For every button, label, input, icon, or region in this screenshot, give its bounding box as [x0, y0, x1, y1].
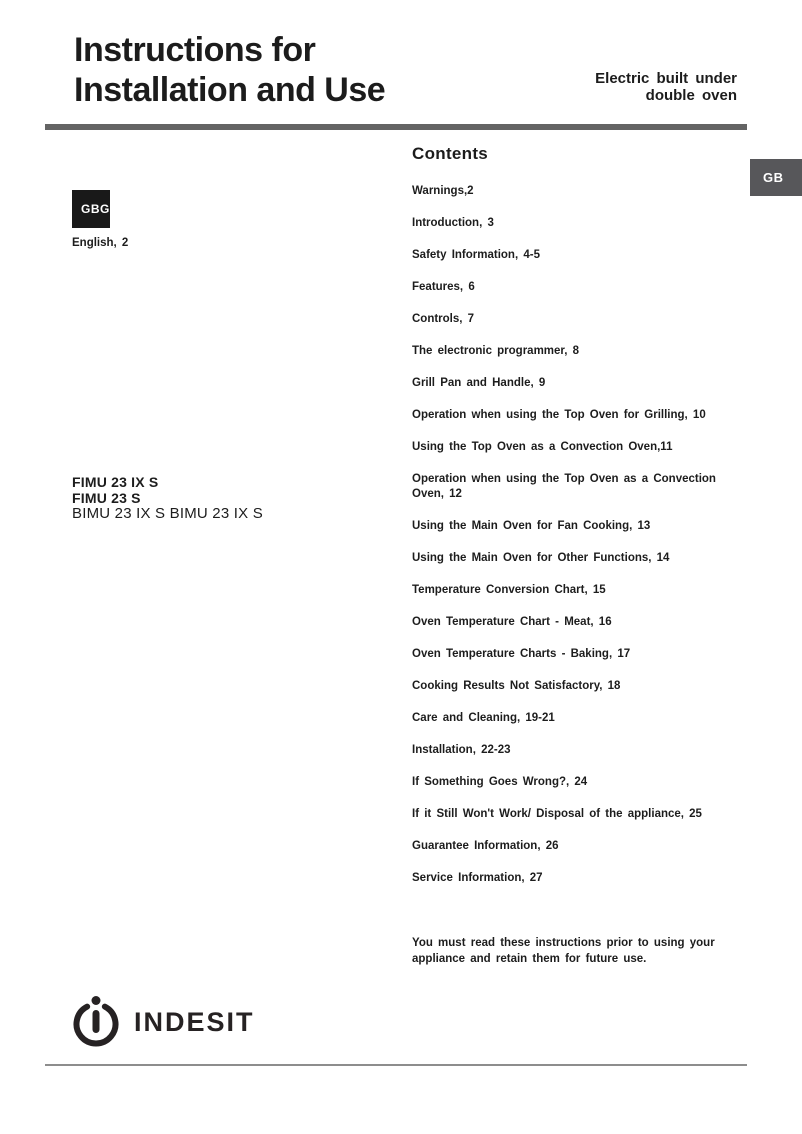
toc-item-something-goes-wrong: If Something Goes Wrong?, 24	[412, 776, 588, 788]
contents-heading: Contents	[412, 144, 489, 163]
toc-item-main-oven-fan-cooking: Using the Main Oven for Fan Cooking, 13	[412, 520, 651, 532]
header-divider	[45, 124, 747, 130]
toc-item-care-and-cleaning: Care and Cleaning, 19-21	[412, 712, 555, 724]
model-number-3: BIMU 23 IX S BIMU 23 IX S	[72, 505, 263, 522]
read-instructions-note: You must read these instructions prior to using your appliance and retain them for future use.	[412, 937, 715, 965]
toc-item-temperature-chart-meat: Oven Temperature Chart - Meat, 16	[412, 616, 612, 628]
toc-item-features: Features, 6	[412, 281, 475, 293]
gb-country-tab	[750, 159, 802, 196]
gb-country-tab-label: GB	[763, 170, 784, 185]
language-flag-box	[72, 190, 110, 228]
toc-item-temperature-conversion: Temperature Conversion Chart, 15	[412, 584, 606, 596]
toc-item-safety-information: Safety Information, 4-5	[412, 249, 540, 261]
toc-item-grill-pan: Grill Pan and Handle, 9	[412, 377, 546, 389]
toc-item-warnings: Warnings,2	[412, 185, 474, 197]
page-title-line2: Installation and Use	[74, 71, 386, 109]
toc-item-introduction: Introduction, 3	[412, 217, 494, 229]
model-numbers	[72, 475, 263, 522]
toc-item-still-wont-work: If it Still Won't Work/ Disposal of the appliance, 25	[412, 808, 702, 820]
language-label: English, 2	[72, 237, 129, 249]
page-title-line1: Instructions for	[74, 31, 316, 69]
toc-item-controls: Controls, 7	[412, 313, 475, 325]
appliance-type-label	[595, 71, 737, 104]
toc-item-top-oven-convection: Using the Top Oven as a Convection Oven,11	[412, 441, 673, 453]
toc-item-top-oven-grilling: Operation when using the Top Oven for Grilling, 10	[412, 409, 706, 421]
model-number-1: FIMU 23 IX S	[72, 474, 159, 490]
toc-item-main-oven-other-functions: Using the Main Oven for Other Functions, 14	[412, 552, 670, 564]
footer-divider	[45, 1064, 747, 1066]
indesit-logo-text: INDESIT	[134, 1006, 255, 1037]
toc-item-installation: Installation, 22-23	[412, 744, 511, 756]
contents-section	[412, 144, 736, 967]
language-flag-label: GBG	[81, 202, 110, 216]
appliance-type-line2: double oven	[645, 86, 737, 104]
page-title	[74, 30, 385, 110]
toc-item-guarantee-information: Guarantee Information, 26	[412, 840, 559, 852]
appliance-type-line1: Electric built under	[595, 70, 737, 87]
toc-item-top-oven-convection-operation: Operation when using the Top Oven as a Convection Oven, 12	[412, 473, 716, 500]
toc-item-temperature-charts-baking: Oven Temperature Charts - Baking, 17	[412, 648, 631, 660]
indesit-logo-icon	[70, 995, 122, 1047]
toc-item-electronic-programmer: The electronic programmer, 8	[412, 345, 580, 357]
toc-item-cooking-results: Cooking Results Not Satisfactory, 18	[412, 680, 621, 692]
toc-item-service-information: Service Information, 27	[412, 872, 543, 884]
indesit-logo	[70, 995, 255, 1047]
model-number-2: FIMU 23 S	[72, 489, 141, 506]
